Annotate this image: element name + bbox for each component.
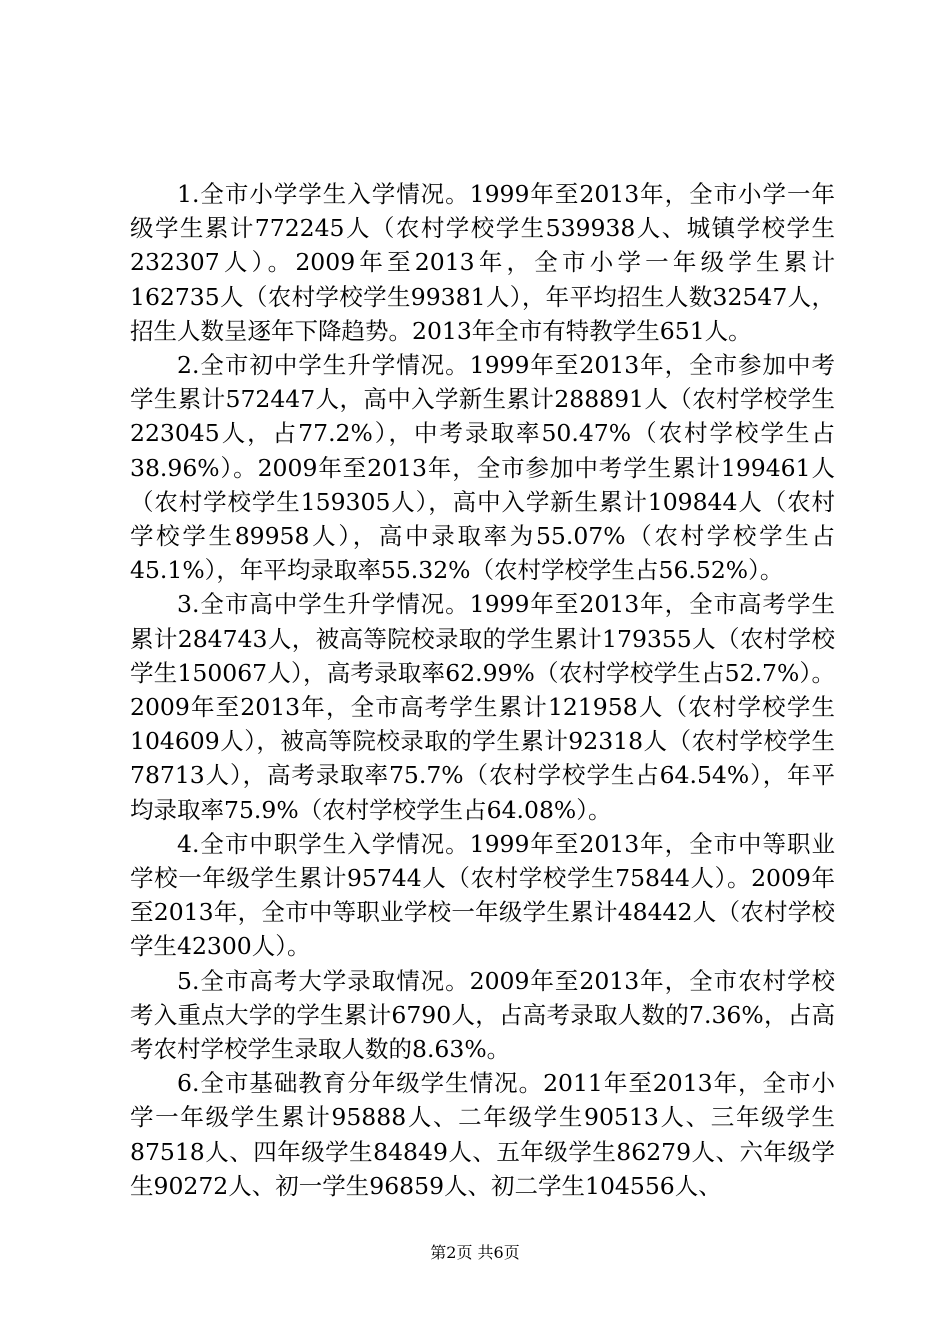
paragraph-junior-high-admission: 2.全市初中学生升学情况。1999年至2013年，全市参加中考学生累计572447人，高中入学新生累计288891人（农村学校学生223045人，占77.2%），中考录取率50.47%（农村学校学生占38.96%）。2009年至2013年，全市参加中考学生累计199461人（农村学校学生159305人），高中入学新生累计109844人（农村学校学生89958人），高中录取率为55.07%（农村学校学生占45.1%），年平均录取率55.32%（农村学校学生占56.52%）。 xyxy=(130,351,835,585)
page-number-footer: 第2页 共6页 xyxy=(430,1243,520,1262)
paragraph-vocational-enrollment: 4.全市中职学生入学情况。1999年至2013年，全市中等职业学校一年级学生累计95744人（农村学校学生75844人）。2009年至2013年，全市中等职业学校一年级学生累计48442人（农村学校学生42300人）。 xyxy=(130,829,835,961)
paragraph-senior-high-admission: 3.全市高中学生升学情况。1999年至2013年，全市高考学生累计284743人，被高等院校录取的学生累计179355人（农村学校学生150067人），高考录取率62.99%（农村学校学生占52.7%）。2009年至2013年，全市高考学生累计121958人（农村学校学生104609人），被高等院校录取的学生累计92318人（农村学校学生78713人），高考录取率75.7%（农村学校学生占64.54%），年平均录取率75.9%（农村学校学生占64.08%）。 xyxy=(130,590,835,824)
paragraph-university-admission: 5.全市高考大学录取情况。2009年至2013年，全市农村学校考入重点大学的学生累计6790人，占高考录取人数的7.36%，占高考农村学校学生录取人数的8.63%。 xyxy=(130,966,835,1064)
document-body xyxy=(130,177,835,1203)
paragraph-primary-enrollment: 1.全市小学学生入学情况。1999年至2013年，全市小学一年级学生累计772245人（农村学校学生539938人、城镇学校学生232307人）。2009年至2013年，全市小学一年级学生累计162735人（农村学校学生99381人），年平均招生人数32547人，招生人数呈逐年下降趋势。2013年全市有特教学生651人。 xyxy=(130,180,835,345)
paragraph-grade-distribution: 6.全市基础教育分年级学生情况。2011年至2013年，全市小学一年级学生累计95888人、二年级学生90513人、三年级学生87518人、四年级学生84849人、五年级学生86279人、六年级学生90272人、初一学生96859人、初二学生104556人、 xyxy=(130,1069,835,1200)
